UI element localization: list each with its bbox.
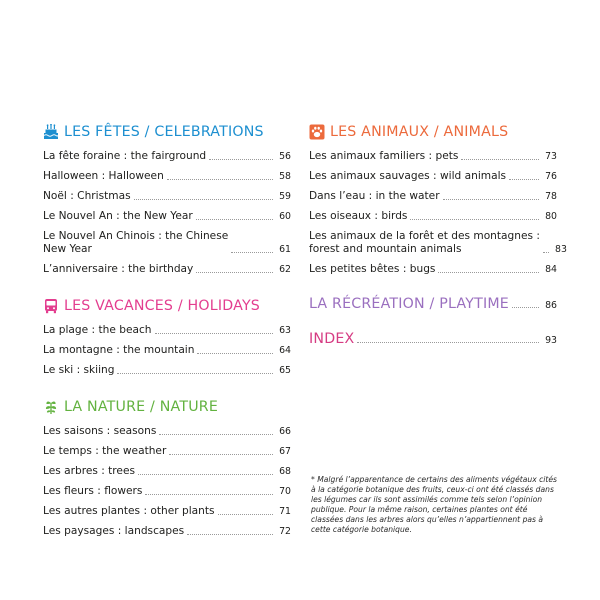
leader-dots xyxy=(543,252,549,253)
section-vacances-heading[interactable] xyxy=(43,296,291,316)
toc-entry-label: Les paysages : landscapes xyxy=(43,525,185,537)
toc-entry[interactable] xyxy=(43,364,291,377)
leader-dots xyxy=(197,353,273,354)
section-animaux xyxy=(309,122,567,276)
toc-entry-label: Le temps : the weather xyxy=(43,445,167,457)
toc-entry-page: 63 xyxy=(279,325,291,336)
footnote: * Malgré l’apparentance de certains des aliments végétaux cités à la catégorie botanique des fruits, ceux-ci ont été classés dans les légumes car ils sont assimilés comme tels selon l’opinion publique. Pour la même raison, certaines plantes ont été classées dans les arbres alors qu’elles n’appartiennent pas à cette catégorie botanique. xyxy=(311,475,557,534)
leader-dots xyxy=(512,307,539,308)
toc-entry-page: 70 xyxy=(279,486,291,497)
section-recreation-page: 86 xyxy=(545,300,557,311)
section-nature xyxy=(43,397,291,538)
toc-entry-label: Dans l’eau : in the water xyxy=(309,190,440,202)
cake-icon xyxy=(43,124,59,140)
toc-entry[interactable] xyxy=(43,465,291,478)
toc-entry[interactable] xyxy=(309,210,557,223)
toc-entry-label: Les oiseaux : birds xyxy=(309,210,408,222)
section-recreation[interactable] xyxy=(309,296,557,312)
toc-entry-page: 83 xyxy=(555,244,567,255)
toc-entry-page: 76 xyxy=(545,171,557,182)
toc-entry-page: 60 xyxy=(279,211,291,222)
leader-dots xyxy=(138,474,273,475)
leader-dots xyxy=(410,219,539,220)
bus-icon xyxy=(43,298,59,314)
paw-icon xyxy=(309,124,325,140)
section-animaux-heading[interactable] xyxy=(309,122,557,142)
toc-entry[interactable] xyxy=(43,344,291,357)
toc-entry-page: 61 xyxy=(279,244,291,255)
section-recreation-title: LA RÉCRÉATION / PLAYTIME xyxy=(309,296,509,312)
toc-entry-label: Les arbres : trees xyxy=(43,465,135,477)
toc-entry-page: 62 xyxy=(279,264,291,275)
toc-entry[interactable] xyxy=(43,150,291,163)
toc-entry-label: Le Nouvel An : the New Year xyxy=(43,210,193,222)
leader-dots xyxy=(231,252,273,253)
toc-entry-label-line2: New Year xyxy=(43,243,92,255)
toc-entry-label: Le ski : skiing xyxy=(43,364,115,376)
toc-entry[interactable] xyxy=(309,230,567,256)
toc-entry-page: 56 xyxy=(279,151,291,162)
toc-entry[interactable] xyxy=(43,445,291,458)
toc-entry[interactable] xyxy=(309,190,557,203)
toc-entry-page: 67 xyxy=(279,446,291,457)
leader-dots xyxy=(443,199,539,200)
leader-dots xyxy=(134,199,273,200)
toc-entry-label-line1: Les animaux de la forêt et des montagnes : xyxy=(309,230,540,242)
toc-entry[interactable] xyxy=(43,170,291,183)
section-fetes xyxy=(43,122,291,276)
toc-entry-page: 66 xyxy=(279,426,291,437)
section-vacances xyxy=(43,296,291,377)
toc-entry-page: 71 xyxy=(279,506,291,517)
toc-entry-page: 73 xyxy=(545,151,557,162)
toc-entry-label: Halloween : Halloween xyxy=(43,170,164,182)
toc-entry[interactable] xyxy=(43,485,291,498)
toc-entry-page: 72 xyxy=(279,526,291,537)
leader-dots xyxy=(169,454,273,455)
toc-entry[interactable] xyxy=(43,210,291,223)
leader-dots xyxy=(196,272,273,273)
toc-entry-page: 58 xyxy=(279,171,291,182)
toc-entry-label: Les animaux familiers : pets xyxy=(309,150,459,162)
toc-entry-label xyxy=(309,230,540,256)
toc-entry[interactable] xyxy=(43,190,291,203)
toc-entry-label: La montagne : the mountain xyxy=(43,344,195,356)
section-index-page: 93 xyxy=(545,335,557,346)
toc-entry-page: 65 xyxy=(279,365,291,376)
toc-entry-page: 68 xyxy=(279,466,291,477)
toc-entry-page: 64 xyxy=(279,345,291,356)
toc-entry-label: La plage : the beach xyxy=(43,324,152,336)
toc-entry-label xyxy=(43,230,228,256)
toc-entry[interactable] xyxy=(309,170,557,183)
leader-dots xyxy=(187,534,273,535)
toc-entry-page: 80 xyxy=(545,211,557,222)
toc-entry-label: Les fleurs : flowers xyxy=(43,485,143,497)
toc-entry[interactable] xyxy=(43,263,291,276)
section-vacances-title: LES VACANCES / HOLIDAYS xyxy=(64,298,261,314)
toc-entry-label: Les animaux sauvages : wild animals xyxy=(309,170,507,182)
toc-entry[interactable] xyxy=(43,324,291,337)
toc-entry[interactable] xyxy=(43,230,291,256)
toc-right-column xyxy=(309,122,567,366)
toc-entry-label: Les saisons : seasons xyxy=(43,425,157,437)
toc-entry[interactable] xyxy=(309,263,557,276)
section-nature-title: LA NATURE / NATURE xyxy=(64,399,219,415)
toc-entry-label-line2: forest and mountain animals xyxy=(309,243,462,255)
toc-entry-page: 59 xyxy=(279,191,291,202)
toc-entry-label: L’anniversaire : the birthday xyxy=(43,263,194,275)
toc-entry-label: La fête foraine : the fairground xyxy=(43,150,207,162)
section-fetes-title: LES FÊTES / CELEBRATIONS xyxy=(64,124,264,140)
leader-dots xyxy=(509,179,539,180)
section-fetes-heading[interactable] xyxy=(43,122,291,142)
leader-dots xyxy=(196,219,273,220)
toc-entry-label: Les autres plantes : other plants xyxy=(43,505,215,517)
toc-entry[interactable] xyxy=(309,150,557,163)
toc-entry[interactable] xyxy=(43,425,291,438)
section-nature-heading[interactable] xyxy=(43,397,291,417)
leader-dots xyxy=(167,179,273,180)
leader-dots xyxy=(117,373,273,374)
toc-entry-label: Les petites bêtes : bugs xyxy=(309,263,436,275)
leader-dots xyxy=(357,342,539,343)
toc-left-column xyxy=(43,122,291,558)
leader-dots xyxy=(209,159,273,160)
section-animaux-title: LES ANIMAUX / ANIMALS xyxy=(330,124,509,140)
leader-dots xyxy=(155,333,274,334)
toc-entry-label-line1: Le Nouvel An Chinois : the Chinese xyxy=(43,230,229,242)
section-index[interactable] xyxy=(309,331,557,347)
toc-entry[interactable] xyxy=(43,505,291,518)
section-index-title: INDEX xyxy=(309,331,355,347)
leader-dots xyxy=(145,494,273,495)
toc-entry-page: 78 xyxy=(545,191,557,202)
plant-icon xyxy=(43,399,59,415)
toc-entry[interactable] xyxy=(43,525,291,538)
leader-dots xyxy=(461,159,539,160)
leader-dots xyxy=(218,514,273,515)
leader-dots xyxy=(438,272,539,273)
toc-entry-label: Noël : Christmas xyxy=(43,190,131,202)
leader-dots xyxy=(159,434,273,435)
toc-entry-page: 84 xyxy=(545,264,557,275)
